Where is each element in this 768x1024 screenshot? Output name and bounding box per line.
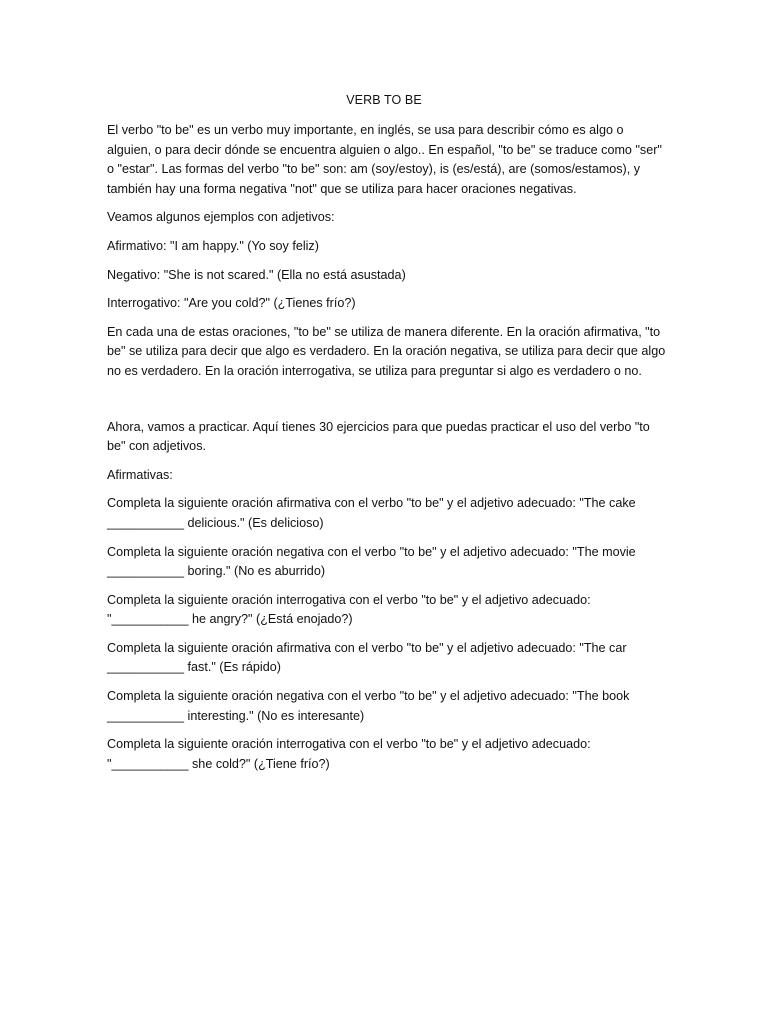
exercise-item: Completa la siguiente oración negativa con el verbo "to be" y el adjetivo adecuado: "The movie ___________ boring." (No es aburrido) (107, 544, 636, 579)
example-affirmative: Afirmativo: "I am happy." (Yo soy feliz) (107, 238, 319, 253)
exercise-item: Completa la siguiente oración interrogativa con el verbo "to be" y el adjetivo adecuado: "___________ he angry?" (¿Está enojado?) (107, 592, 591, 627)
document-title: VERB TO BE (346, 93, 422, 107)
practice-intro: Ahora, vamos a practicar. Aquí tienes 30 ejercicios para que puedas practicar el uso del verbo "to be" con adjetivos. (107, 419, 650, 454)
example-negative: Negativo: "She is not scared." (Ella no está asustada) (107, 267, 406, 282)
examples-heading: Veamos algunos ejemplos con adjetivos: (107, 210, 335, 225)
exercise-item: Completa la siguiente oración negativa con el verbo "to be" y el adjetivo adecuado: "The book ___________ interesting." (No es interesante) (107, 689, 630, 723)
document-body (107, 121, 667, 783)
exercise-item: Completa la siguiente oración interrogativa con el verbo "to be" y el adjetivo adecuado: "___________ she cold?" (¿Tiene frío?) (107, 737, 591, 771)
explanation-paragraph: En cada una de estas oraciones, "to be" se utiliza de manera diferente. En la oración afirmativa, "to be" se utiliza para decir que algo es verdadero. En la oración negativa, se utiliza para decir que algo no es verdadero. En la oración interrogativa, se utiliza para preguntar si algo es verdadero o no. (107, 324, 666, 378)
intro-paragraph: El verbo "to be" es un verbo muy importante, en inglés, se usa para describir cómo es algo o alguien, o para decir dónde se encuentra alguien o algo.. En español, "to be" se traduce como "ser" o "estar". Las formas del verbo "to be" son: am (soy/estoy), is (es/está), are (somos/estamos), y también hay una forma negativa "not" que se utiliza para hacer oraciones negativas. (107, 123, 662, 196)
exercise-item: Completa la siguiente oración afirmativa con el verbo "to be" y el adjetivo adecuado: "The car ___________ fast." (Es rápido) (107, 640, 627, 675)
example-interrogative: Interrogativo: "Are you cold?" (¿Tienes frío?) (107, 296, 356, 311)
exercise-item: Completa la siguiente oración afirmativa con el verbo "to be" y el adjetivo adecuado: "The cake ___________ delicious." (Es delicioso) (107, 496, 636, 530)
section-label: Afirmativas: (107, 467, 173, 482)
